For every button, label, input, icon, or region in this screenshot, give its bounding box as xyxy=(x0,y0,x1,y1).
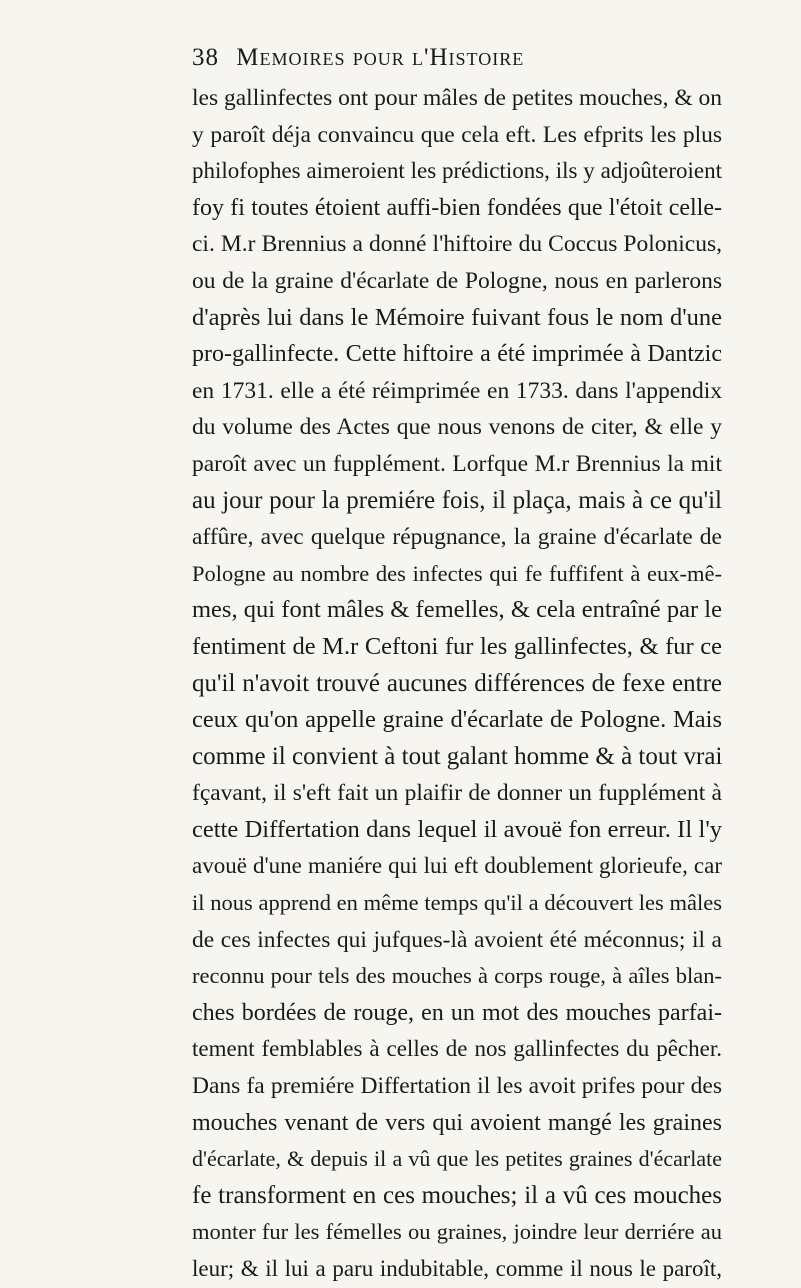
text-line: mouches venant de vers qui avoient mangé les graines xyxy=(192,1109,722,1136)
text-line: ou de la graine d'écarlate de Pologne, nous en parlerons xyxy=(192,267,722,294)
text-line: monter fur les fémelles ou graines, joindre leur derriére au xyxy=(192,1219,722,1245)
text-line: fe transforment en ces mouches; il a vû ces mouches xyxy=(192,1181,722,1209)
running-title: Memoires pour l'Histoire xyxy=(236,44,525,71)
text-line: au jour pour la premiére fois, il plaça, mais à ce qu'il xyxy=(192,486,722,514)
text-line: ci. M.r Brennius a donné l'hiftoire du Coccus Polonicus, xyxy=(192,231,722,258)
text-line: affûre, avec quelque répugnance, la graine d'écarlate de xyxy=(192,524,722,551)
text-line: y paroît déja convaincu que cela eft. Les efprits les plus xyxy=(192,121,722,148)
text-line: d'écarlate, & depuis il a vû que les petites graines d'écarlate xyxy=(192,1146,722,1172)
text-line: leur; & il lui a paru indubitable, comme il nous le paroît, xyxy=(192,1256,722,1281)
text-line: paroît avec un fupplément. Lorfque M.r Brennius la mit xyxy=(192,450,722,477)
text-line: Dans fa premiére Differtation il les avoit prifes pour des xyxy=(192,1073,722,1100)
text-line: comme il convient à tout galant homme & à tout vrai xyxy=(192,742,723,770)
text-line: avouë d'une maniére qui lui eft doublement glorieufe, car xyxy=(192,853,722,879)
text-line: reconnu pour tels des mouches à corps rouge, à aîles blan- xyxy=(192,963,722,989)
text-line: il nous apprend en même temps qu'il a découvert les mâles xyxy=(192,890,722,916)
body-text xyxy=(192,80,722,1288)
text-line: d'après lui dans le Mémoire fuivant fous le nom d'une xyxy=(192,303,722,331)
text-line: pro-gallinfecte. Cette hiftoire a été imprimée à Dantzic xyxy=(192,341,722,368)
text-line: du volume des Actes que nous venons de citer, & elle y xyxy=(192,414,722,441)
page-number: 38 xyxy=(192,44,219,71)
text-line: les gallinfectes ont pour mâles de petites mouches, & on xyxy=(192,85,722,111)
text-line: tement femblables à celles de nos gallinfectes du pêcher. xyxy=(192,1036,722,1062)
text-line: de ces infectes qui jufques-là avoient été méconnus; il a xyxy=(192,926,722,953)
text-line: foy fi toutes étoient auffi-bien fondées que l'étoit celle- xyxy=(192,194,722,221)
text-line: cette Differtation dans lequel il avouë fon erreur. Il l'y xyxy=(192,815,722,843)
text-line: ches bordées de rouge, en un mot des mouches parfai- xyxy=(192,999,722,1026)
text-line: ceux qu'on appelle graine d'écarlate de Pologne. Mais xyxy=(192,706,722,734)
text-line: fçavant, il s'eft fait un plaifir de donner un fupplément à xyxy=(192,780,722,807)
page-header xyxy=(192,44,712,80)
text-line: en 1731. elle a été réimprimée en 1733. dans l'appendix xyxy=(192,377,722,404)
text-line: Pologne au nombre des infectes qui fe fuffifent à eux-mê- xyxy=(192,560,722,586)
text-line: fentiment de M.r Ceftoni fur les gallinfectes, & fur ce xyxy=(192,632,722,660)
text-line: philofophes aimeroient les prédictions, ils y adjoûteroient xyxy=(192,158,722,184)
text-line: mes, qui font mâles & femelles, & cela entraîné par le xyxy=(192,596,722,624)
text-line: qu'il n'avoit trouvé aucunes différences de fexe entre xyxy=(192,669,722,697)
